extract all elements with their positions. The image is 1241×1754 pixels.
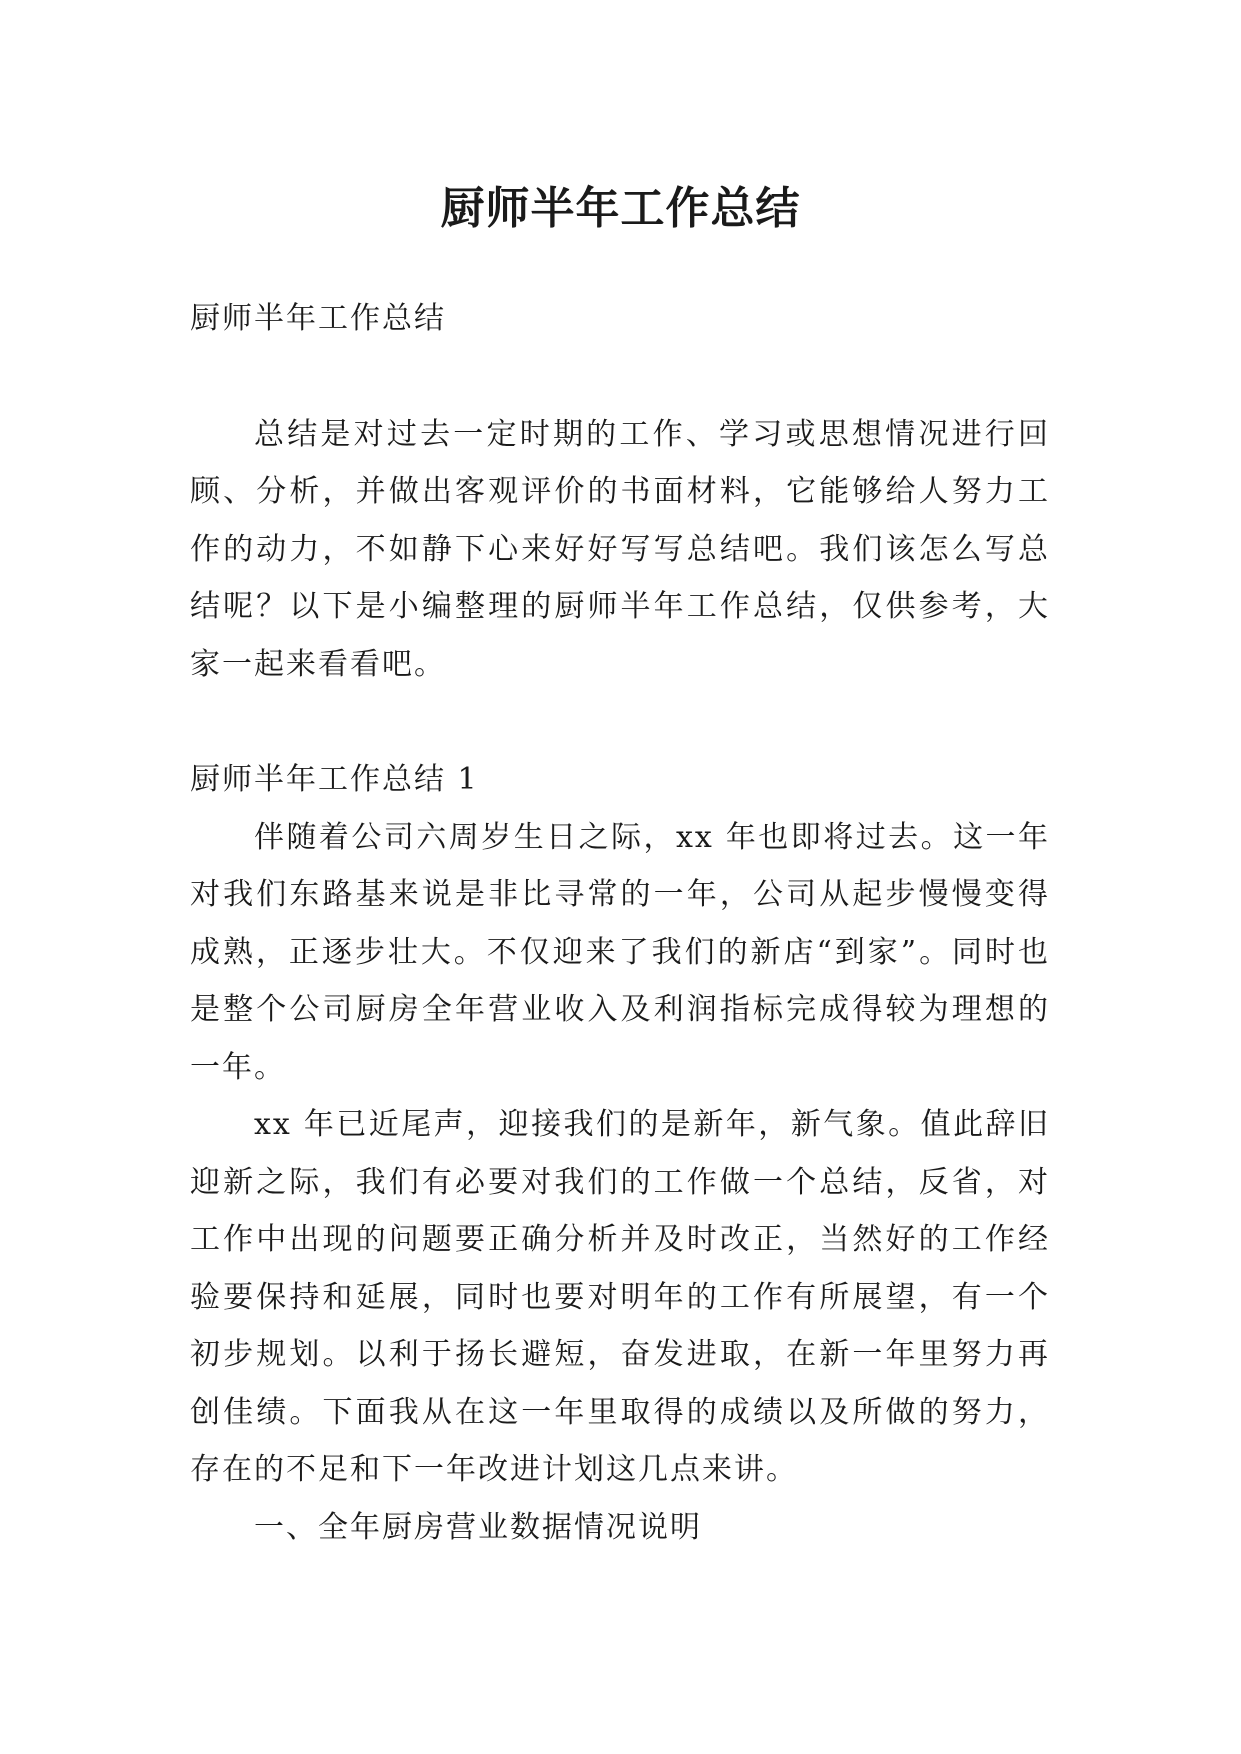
intro-paragraph: 总结是对过去一定时期的工作、学习或思想情况进行回顾、分析，并做出客观评价的书面材料，它能够给人努力工作的动力，不如静下心来好好写写总结吧。我们该怎么写总结呢？以下是小编整理的厨师半年工作总结，仅供参考，大家一起来看看吧。	[190, 416, 1050, 682]
body-paragraph-1: 伴随着公司六周岁生日之际，xx 年也即将过去。这一年对我们东路基来说是非比寻常的一年，公司从起步慢慢变得成熟，正逐步壮大。不仅迎来了我们的新店“到家”。同时也是整个公司厨房全年营业收入及利润指标完成得较为理想的一年。	[190, 819, 1050, 1085]
document-body	[190, 290, 1050, 1556]
item-heading: 一、全年厨房营业数据情况说明	[254, 1509, 702, 1545]
document-subtitle: 厨师半年工作总结	[190, 301, 446, 336]
body-paragraph-2: xx 年已近尾声，迎接我们的是新年，新气象。值此辞旧迎新之际，我们有必要对我们的工作做一个总结，反省，对工作中出现的问题要正确分析并及时改正，当然好的工作经验要保持和延展，同时也要对明年的工作有所展望，有一个初步规划。以利于扬长避短，奋发进取，在新一年里努力再创佳绩。下面我从在这一年里取得的成绩以及所做的努力，存在的不足和下一年改进计划这几点来讲。	[190, 1107, 1050, 1487]
section-heading: 厨师半年工作总结 1	[190, 762, 479, 797]
document-title: 厨师半年工作总结	[440, 183, 801, 235]
